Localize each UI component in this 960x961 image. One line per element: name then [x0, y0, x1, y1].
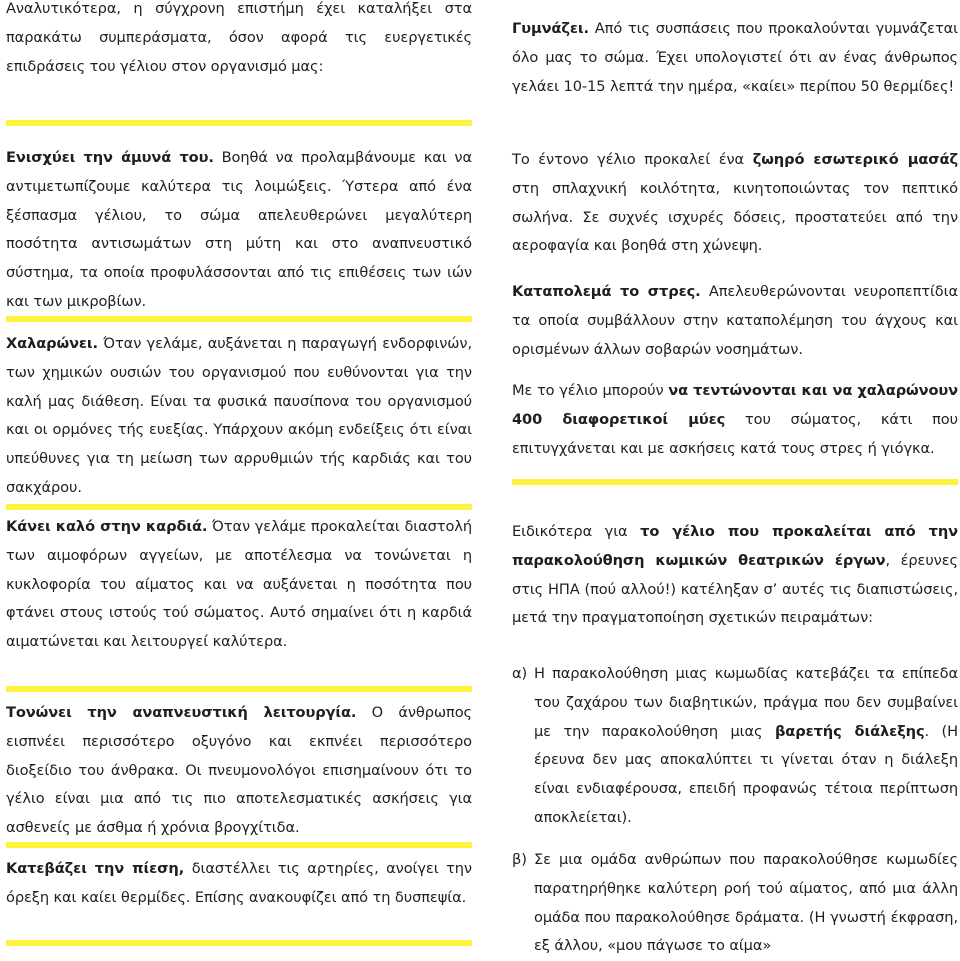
- section-paragraph: [512, 278, 958, 364]
- list-item: [512, 660, 958, 833]
- list-text: [534, 660, 958, 833]
- section-paragraph: [6, 855, 472, 913]
- list-text: Σε μια ομάδα ανθρώπων που παρακολούθησε κωμωδίες παρατηρήθηκε καλύτερη ροή τού αίματος, από μια άλλη ομάδα που παρακολούθησε δράματα. (Η γνωστή έκφραση, εξ άλλου, «μου πάγωσε το αίμα»: [534, 851, 958, 955]
- text-run: , έρευνες στις ΗΠΑ (πού αλλού!) κατέληξαν σ’ αυτές τις διαπιστώσεις, μετά την πραγματοποίηση σχετικών πειραμάτων:: [512, 551, 958, 627]
- bold-run: το γέλιο που προκαλείται από την παρακολούθηση κωμικών θεατρικών έργων: [512, 523, 959, 569]
- section-paragraph: [6, 144, 472, 317]
- list-item: [512, 846, 958, 961]
- bold-run: βαρετής διάλεξης: [774, 722, 925, 740]
- text-run: Ειδικότερα για: [512, 523, 641, 540]
- text-run: στη σπλαχνική κοιλότητα, κινητοποιώντας τον πεπτικό σωλήνα. Σε συχνές ισχυρές δόσεις, προστατεύει από την αεροφαγία και βοηθά στη χώνεψη.: [512, 179, 958, 255]
- bold-run: να τεντώνονται και να χαλαρώνουν 400 διαφορετικοί μύες: [512, 382, 958, 428]
- section-paragraph: [6, 699, 472, 843]
- section-paragraph: [512, 15, 958, 101]
- section-muscles: [512, 377, 958, 463]
- section-paragraph: [512, 518, 958, 633]
- section-breathing: [6, 699, 472, 843]
- section-body: Από τις συσπάσεις που προκαλούνται γυμνάζεται όλο μας το σώμα. Έχει υπολογιστεί ότι αν ένας άνθρωπος γελάει 10-15 λεπτά την ημέρα, «καίει» περίπου 50 θερμίδες!: [512, 20, 958, 95]
- finding-a: [512, 660, 958, 833]
- highlight-divider: [6, 842, 472, 848]
- section-heading: Κατεβάζει την πίεση,: [6, 860, 185, 877]
- intro-block: [6, 0, 472, 81]
- section-paragraph: [6, 330, 472, 503]
- section-exercise: [512, 15, 958, 101]
- section-heading: Χαλαρώνει.: [6, 335, 98, 352]
- section-heading: Γυμνάζει.: [512, 20, 589, 37]
- bold-run: ζωηρό εσωτερικό μασάζ: [752, 151, 958, 168]
- section-heart: [6, 513, 472, 657]
- highlight-divider: [6, 686, 472, 692]
- section-immunity: [6, 144, 472, 317]
- section-paragraph: [512, 146, 958, 261]
- section-body: διαστέλλει τις αρτηρίες, ανοίγει την όρεξη και καίει θερμίδες. Επίσης ανακουφίζει από τη δυσπεψία.: [6, 860, 472, 906]
- text-run: του σώματος, κάτι που επιτυγχάνεται και με ασκήσεις κατά τους στρες ή γιόγκα.: [512, 410, 958, 457]
- section-heading: Καταπολεμά το στρες.: [512, 283, 701, 300]
- section-relaxation: [6, 330, 472, 503]
- section-heading: Κάνει καλό στην καρδιά.: [6, 518, 208, 535]
- highlight-divider: [6, 940, 472, 946]
- highlight-divider: [6, 504, 472, 510]
- highlight-divider: [6, 316, 472, 322]
- section-body: Απελευθερώνονται νευροπεπτίδια τα οποία συμβάλλουν στην καταπολέμηση του άγχους και ορισμένων άλλων σοβαρών νοσημάτων.: [512, 283, 958, 358]
- section-body: Ο άνθρωπος εισπνέει περισσότερο οξυγόνο και εκπνέει περισσότερο διοξείδιο του άνθρακα. Οι πνευμονολόγοι επισημαίνουν ότι το γέλιο είναι μια από τις πιο αποτελεσματικές ασκήσεις για ασθενείς με άσθμα ή χρόνια βρογχίτιδα.: [6, 704, 472, 837]
- section-paragraph: [6, 513, 472, 657]
- list-marker: α): [512, 665, 528, 682]
- section-stress: [512, 278, 958, 364]
- section-body: Όταν γελάμε προκαλείται διαστολή των αιμοφόρων αγγείων, με αποτέλεσμα να τονώνεται η κυκλοφορία του αίματος και να αυξάνεται η ποσότητα που φτάνει στους ιστούς τού σώματος. Αυτό σημαίνει ότι η καρδιά αιματώνεται και λειτουργεί καλύτερα.: [6, 518, 472, 651]
- intro-paragraph: Αναλυτικότερα, η σύγχρονη επιστήμη έχει καταλήξει στα παρακάτω συμπεράσματα, όσον αφορά τις ευεργετικές επιδράσεις του γέλιου στον οργανισμό μας:: [6, 0, 472, 75]
- section-massage: [512, 146, 958, 261]
- list-marker: β): [512, 851, 527, 868]
- section-theatre: [512, 518, 958, 633]
- text-run: Με το γέλιο μπορούν: [512, 382, 669, 399]
- finding-b: [512, 846, 958, 961]
- text-run: . (Η έρευνα δεν μας αποκαλύπτει τι γίνεται όταν η διάλεξη είναι ενδιαφέρουσα, επειδή προφανώς τέτοια περίπτωση αποκλείεται).: [534, 722, 959, 826]
- highlight-divider: [512, 479, 958, 485]
- text-run: Το έντονο γέλιο προκαλεί ένα: [512, 151, 753, 168]
- section-body: Όταν γελάμε, αυξάνεται η παραγωγή ενδορφινών, των χημικών ουσιών του οργανισμού που ευθύνονται για την καλή μας διάθεση. Είναι τα φυσικά παυσίπονα του οργανισμού και οι ορμόνες τής ευεξίας. Υπάρχουν ακόμη ενδείξεις ότι είναι υπεύθυνες για τη μείωση των αρρυθμιών τής καρδιάς και του σακχάρου.: [6, 335, 472, 496]
- section-heading: Τονώνει την αναπνευστική λειτουργία.: [6, 704, 357, 721]
- section-heading: Ενισχύει την άμυνά του.: [6, 149, 214, 166]
- highlight-divider: [6, 120, 472, 126]
- section-body: Βοηθά να προλαμβάνουμε και να αντιμετωπίζουμε καλύτερα τις λοιμώξεις. Ύστερα από ένα ξέσπασμα γέλιου, το σώμα απελευθερώνει μεγαλύτερη ποσότητα αντισωμάτων στη μύτη και στο αναπνευστικό σύστημα, τα οποία προφυλάσσονται από τις επιθέσεις των ιών και των μικροβίων.: [6, 149, 472, 310]
- text-run: Η παρακολούθηση μιας κωμωδίας κατεβάζει τα επίπεδα του ζαχάρου των διαβητικών, πράγμα που δεν συμβαίνει με την παρακολούθηση μιας: [534, 665, 958, 740]
- section-pressure: [6, 855, 472, 913]
- section-paragraph: [512, 377, 958, 463]
